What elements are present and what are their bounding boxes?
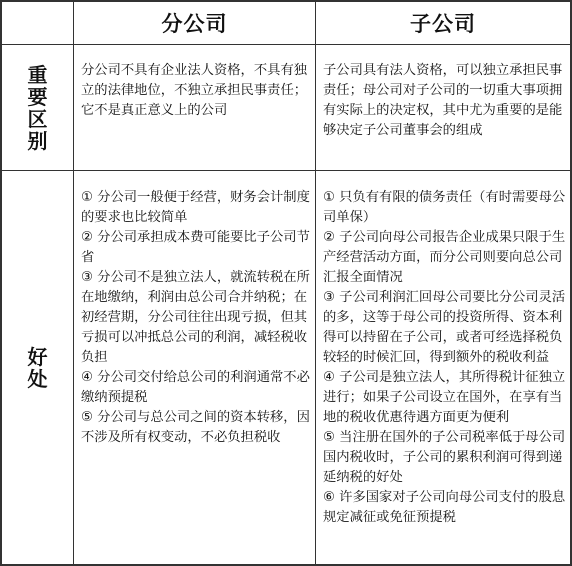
branch-difference-text xyxy=(74,61,315,169)
header-subsidiary-company: 子公司 xyxy=(410,11,476,36)
header-branch-company: 分公司 xyxy=(161,11,228,36)
subsidiary-difference-paragraph: 子公司具有法人资格，可以独立承担民事责任；母公司对子公司的一切重大事项拥有实际上的决定权，其中尤为重要的是能够决定子公司董事会的组成 xyxy=(323,63,563,138)
list-item: ② 分公司承担成本费可能要比子公司节省 xyxy=(81,230,310,265)
row-label-char: 处 xyxy=(27,366,48,391)
branch-difference-paragraph: 分公司不具有企业法人资格，不具有独立的法律地位，不独立承担民事责任；它不是真正意义上的公司 xyxy=(81,63,308,118)
row-label-char: 要 xyxy=(27,84,48,109)
row-label-benefits xyxy=(2,171,73,564)
row-divider-difference xyxy=(0,170,572,171)
list-item: ① 分公司一般便于经营，财务会计制度的要求也比较简单 xyxy=(81,190,310,225)
row-label-char: 好 xyxy=(27,344,48,369)
subsidiary-benefits-list xyxy=(316,188,570,564)
branch-benefits-list xyxy=(74,188,315,564)
list-item: ④ 分公司交付给总公司的利润通常不必缴纳预提税 xyxy=(81,370,310,405)
header-corner-cell xyxy=(2,2,73,44)
row-label-char: 重 xyxy=(27,62,48,87)
subsidiary-difference-text xyxy=(316,61,570,169)
row-label-char: 别 xyxy=(27,128,48,153)
row-divider-header xyxy=(0,44,572,45)
list-item: ⑤ 当注册在国外的子公司税率低于母公司国内税收时，子公司的累积利润可得到递延纳税的好处 xyxy=(323,430,566,485)
list-item: ① 只负有有限的债务责任（有时需要母公司单保） xyxy=(323,190,566,225)
row-label-key-difference xyxy=(2,45,73,170)
list-item: ③ 子公司利润汇回母公司要比分公司灵活的多，这等于母公司的投资所得、资本利得可以持留在子公司，或者可经选择税负较轻的时候汇回，得到额外的税收利益 xyxy=(323,290,566,365)
list-item: ⑥ 许多国家对子公司向母公司支付的股息规定减征或免征预提税 xyxy=(323,490,566,525)
list-item: ② 子公司向母公司报告企业成果只限于生产经营活动方面，而分公司则要向总公司汇报全面情况 xyxy=(323,230,566,285)
list-item: ③ 分公司不是独立法人，就流转税在所在地缴纳，利润由总公司合并纳税；在初经营期，分公司往往出现亏损，但其亏损可以冲抵总公司的利润，减轻税收负担 xyxy=(81,270,310,365)
row-label-char: 区 xyxy=(27,106,48,131)
list-item: ④ 子公司是独立法人，其所得税计征独立进行；如果子公司设立在国外，在享有当地的税收优惠待遇方面更为便利 xyxy=(323,370,566,425)
list-item: ⑤ 分公司与总公司之间的资本转移，因不涉及所有权变动，不必负担税收 xyxy=(81,410,310,445)
